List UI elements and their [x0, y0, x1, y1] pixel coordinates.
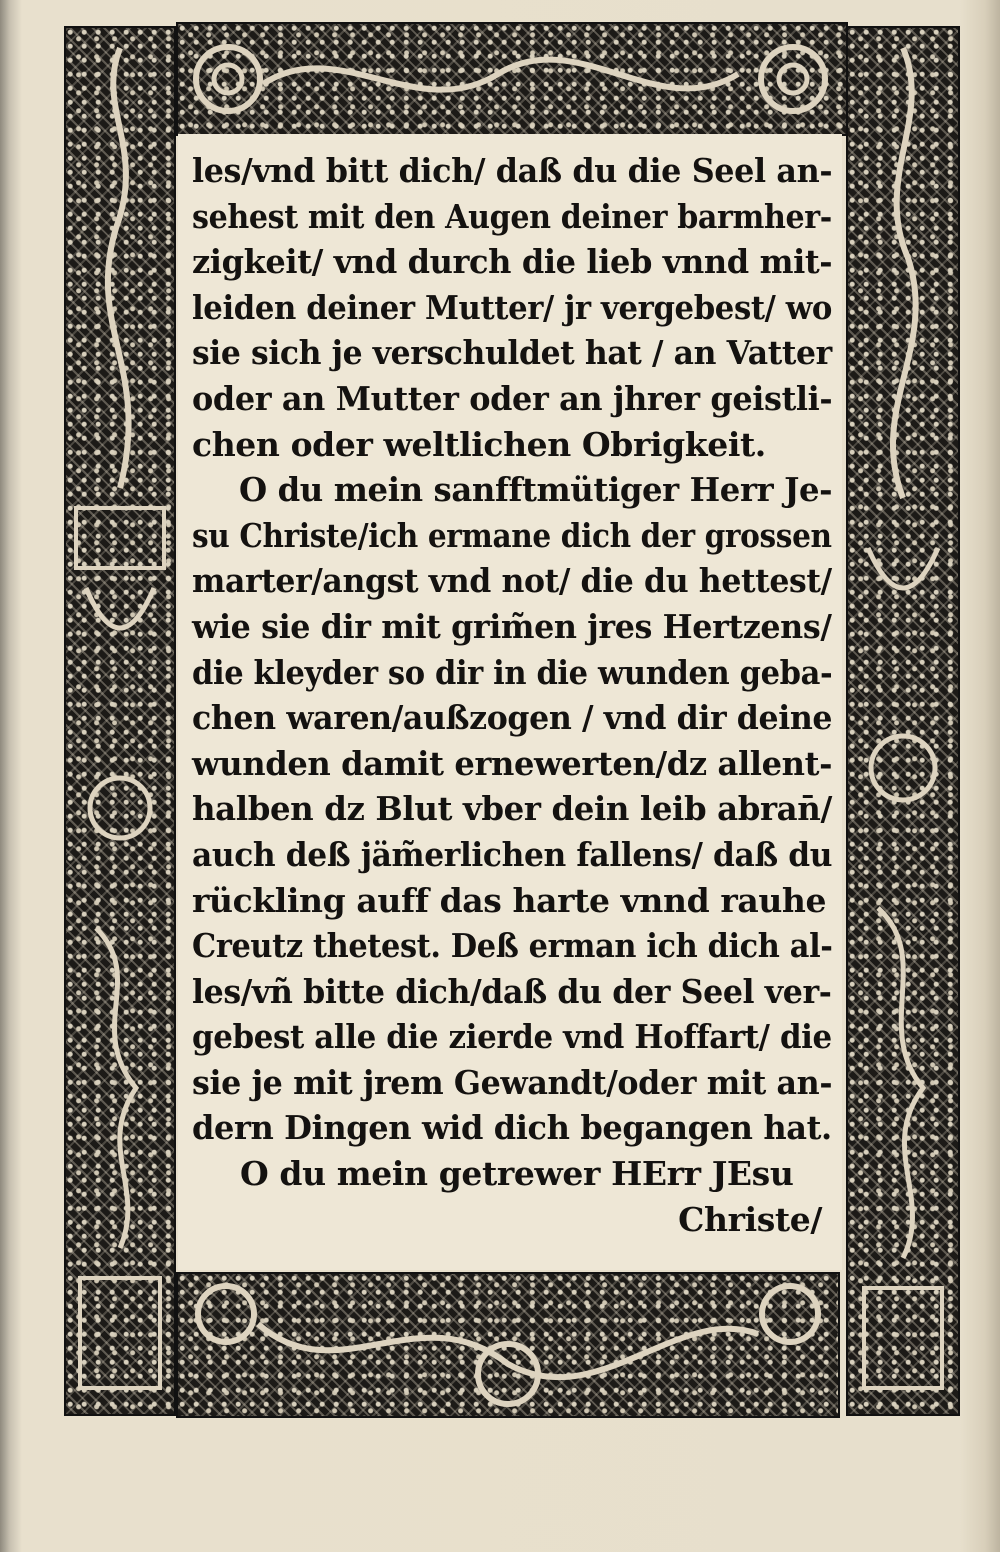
ornament-scroll-icon — [178, 24, 846, 134]
text-line: O du mein sanfftmütiger Herr Je- — [238, 470, 833, 510]
catchword: Christe/ — [678, 1199, 822, 1239]
text-line: dern Dingen wid dich begangen hat. — [192, 1108, 832, 1148]
text-line: O du mein getrewer HErr JEsu — [240, 1154, 794, 1194]
text-line: zigkeit/ vnd durch die lieb vnnd mit- — [192, 242, 833, 282]
text-line: les/vnd bitt dich/ daß du die Seel an- — [192, 151, 833, 190]
woodcut-border-right — [846, 26, 960, 1416]
text-line: wie sie dir mit grim̃en jres Hertzens/ — [192, 606, 832, 646]
text-line: auch deß jäm̃erlichen fallens/ daß du — [192, 834, 833, 874]
text-line: wunden damit ernewerten/dz allent- — [192, 743, 833, 783]
text-line: sehest mit den Augen deiner barmher- — [192, 196, 832, 236]
woodcut-border-bottom — [176, 1272, 840, 1418]
woodcut-border-left — [64, 26, 176, 1416]
text-line: les/vñ bitte dich/daß du der Seel ver- — [192, 971, 832, 1011]
text-line: oder an Mutter oder an jhrer geistli- — [192, 378, 833, 418]
body-text — [192, 148, 832, 1242]
text-line: gebest alle die zierde vnd Hoffart/ die — [192, 1017, 832, 1057]
text-line: die kleyder so dir in die wunden geba- — [192, 652, 833, 692]
ornament-figure-column-icon — [66, 28, 174, 1414]
text-line: sie sich je verschuldet hat / an Vatter — [192, 333, 832, 373]
text-line: Creutz thetest. Deß erman ich dich al- — [192, 926, 833, 966]
text-line: su Christe/ich ermane dich der grossen — [192, 515, 832, 555]
ornament-candelabra-column-icon — [848, 28, 958, 1414]
text-line: chen waren/außzogen / vnd dir deine — [192, 698, 833, 738]
text-line: rückling auff das harte vnnd rauhe — [192, 880, 827, 920]
text-line: marter/angst vnd not/ die du hettest/ — [192, 561, 832, 601]
text-line: sie je mit jrem Gewandt/oder mit an- — [192, 1062, 833, 1102]
text-line: halben dz Blut vber dein leib abran̄/ — [192, 789, 832, 829]
ornament-scroll-icon — [178, 1274, 838, 1416]
woodcut-border-top — [176, 22, 848, 136]
text-line: chen oder weltlichen Obrigkeit. — [192, 424, 766, 464]
text-line: leiden deiner Mutter/ jr vergebest/ wo — [192, 287, 832, 327]
